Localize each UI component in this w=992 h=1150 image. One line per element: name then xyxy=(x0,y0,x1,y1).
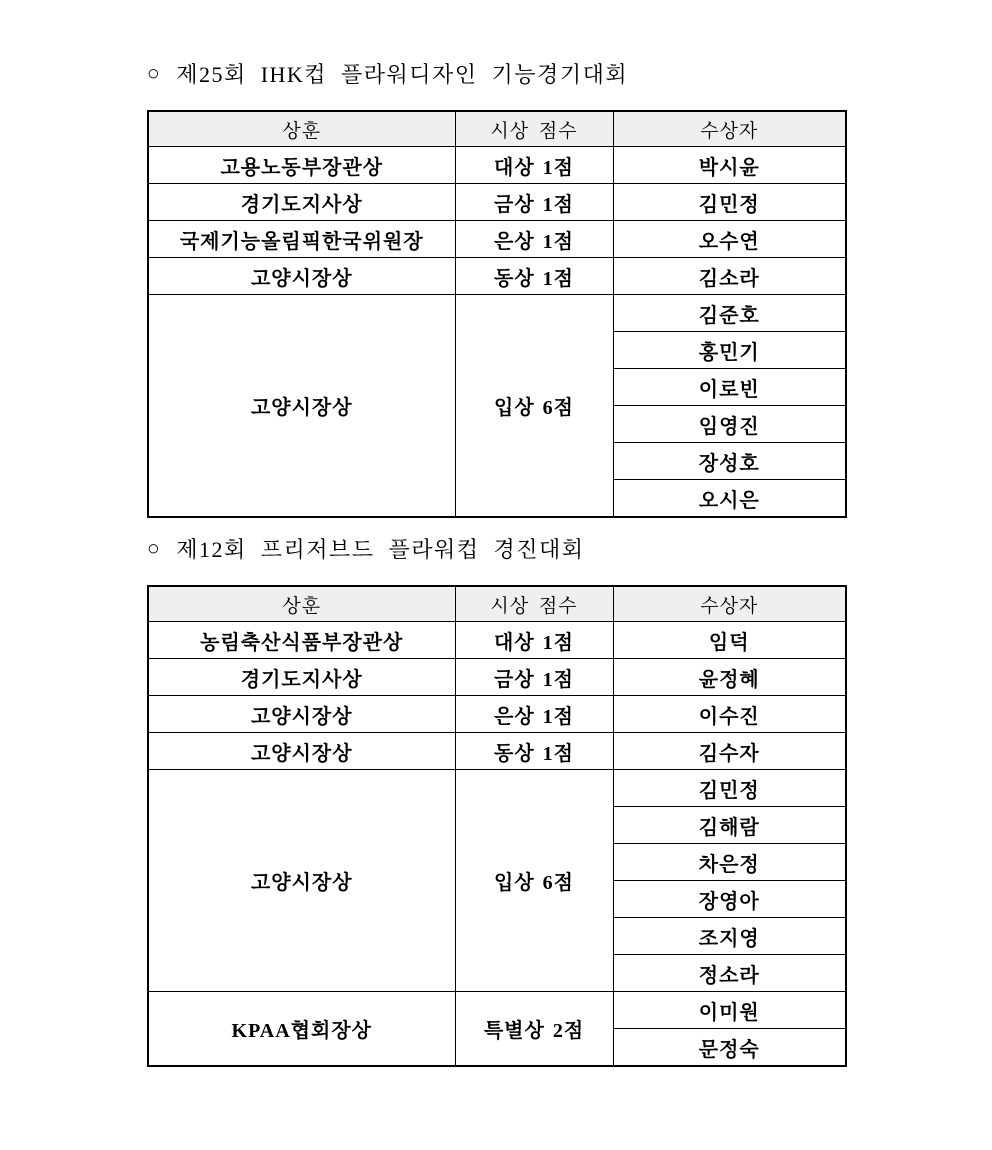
winner-cell: 홍민기 xyxy=(613,332,846,369)
column-header: 수상자 xyxy=(613,586,846,622)
award-cell: 고양시장상 xyxy=(148,733,455,770)
award-cell: KPAA협회장상 xyxy=(148,992,455,1067)
score-cell: 동상 1점 xyxy=(455,733,613,770)
winner-cell: 차은정 xyxy=(613,844,846,881)
header-row xyxy=(148,111,846,147)
column-header: 시상 점수 xyxy=(455,111,613,147)
winner-cell: 오시은 xyxy=(613,480,846,518)
table-row xyxy=(148,659,846,696)
award-table-ihk-cup xyxy=(147,110,847,518)
table-row xyxy=(148,696,846,733)
award-cell: 농림축산식품부장관상 xyxy=(148,622,455,659)
winner-cell: 임영진 xyxy=(613,406,846,443)
circle-bullet-icon: ○ xyxy=(147,536,162,560)
score-cell: 금상 1점 xyxy=(455,184,613,221)
section-heading xyxy=(147,58,992,89)
award-cell: 국제기능올림픽한국위원장 xyxy=(148,221,455,258)
award-cell: 고양시장상 xyxy=(148,258,455,295)
table-row xyxy=(148,733,846,770)
winner-cell: 이로빈 xyxy=(613,369,846,406)
winner-cell: 김수자 xyxy=(613,733,846,770)
column-header: 상훈 xyxy=(148,586,455,622)
winner-cell: 조지영 xyxy=(613,918,846,955)
score-cell: 대상 1점 xyxy=(455,622,613,659)
table-row xyxy=(148,992,846,1029)
column-header: 시상 점수 xyxy=(455,586,613,622)
table-row xyxy=(148,147,846,184)
table-row xyxy=(148,622,846,659)
winner-cell: 장영아 xyxy=(613,881,846,918)
award-table-preserved-flower-cup xyxy=(147,585,847,1067)
winner-cell: 정소라 xyxy=(613,955,846,992)
score-cell: 금상 1점 xyxy=(455,659,613,696)
winner-cell: 임덕 xyxy=(613,622,846,659)
winner-cell: 김준호 xyxy=(613,295,846,332)
table-row xyxy=(148,258,846,295)
section-preserved-flower-cup-competition xyxy=(147,533,992,1067)
winner-cell: 윤정혜 xyxy=(613,659,846,696)
circle-bullet-icon: ○ xyxy=(147,61,162,85)
award-cell: 고양시장상 xyxy=(148,295,455,518)
table-row xyxy=(148,770,846,807)
award-cell: 고양시장상 xyxy=(148,770,455,992)
winner-cell: 김해람 xyxy=(613,807,846,844)
award-cell: 경기도지사상 xyxy=(148,184,455,221)
table-row xyxy=(148,184,846,221)
award-cell: 경기도지사상 xyxy=(148,659,455,696)
column-header: 상훈 xyxy=(148,111,455,147)
table-row xyxy=(148,221,846,258)
winner-cell: 문정숙 xyxy=(613,1029,846,1067)
winner-cell: 장성호 xyxy=(613,443,846,480)
section-heading xyxy=(147,533,992,564)
winner-cell: 박시윤 xyxy=(613,147,846,184)
table-row xyxy=(148,295,846,332)
header-row xyxy=(148,586,846,622)
score-cell: 대상 1점 xyxy=(455,147,613,184)
score-cell: 동상 1점 xyxy=(455,258,613,295)
award-cell: 고용노동부장관상 xyxy=(148,147,455,184)
winner-cell: 이수진 xyxy=(613,696,846,733)
score-cell: 은상 1점 xyxy=(455,696,613,733)
section-title: 제12회 프리저브드 플라워컵 경진대회 xyxy=(176,537,585,562)
score-cell: 특별상 2점 xyxy=(455,992,613,1067)
score-cell: 입상 6점 xyxy=(455,770,613,992)
winner-cell: 김소라 xyxy=(613,258,846,295)
column-header: 수상자 xyxy=(613,111,846,147)
award-cell: 고양시장상 xyxy=(148,696,455,733)
winner-cell: 김민정 xyxy=(613,770,846,807)
winner-cell: 김민정 xyxy=(613,184,846,221)
section-ihk-cup-competition xyxy=(147,58,992,518)
winner-cell: 이미원 xyxy=(613,992,846,1029)
winner-cell: 오수연 xyxy=(613,221,846,258)
section-title: 제25회 IHK컵 플라워디자인 기능경기대회 xyxy=(176,62,629,87)
score-cell: 은상 1점 xyxy=(455,221,613,258)
score-cell: 입상 6점 xyxy=(455,295,613,518)
